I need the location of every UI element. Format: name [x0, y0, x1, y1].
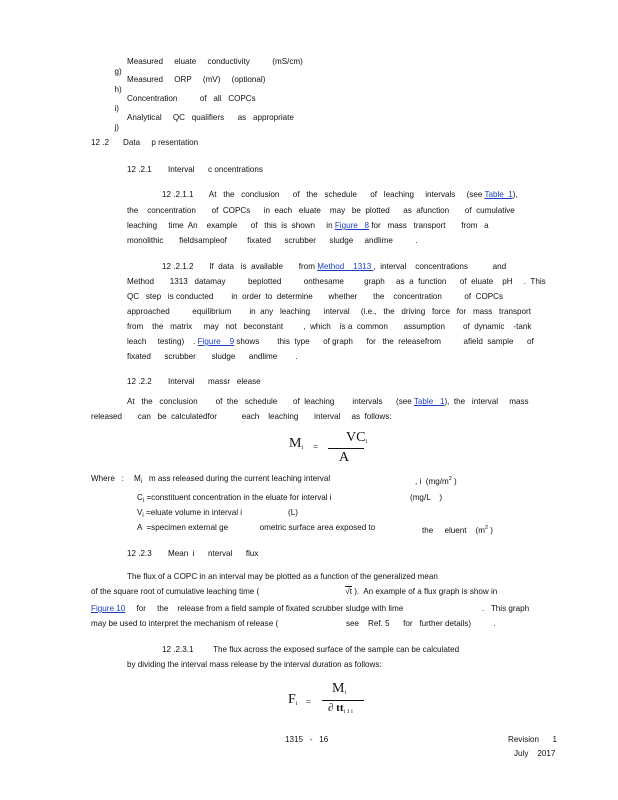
where-c-row — [137, 493, 332, 506]
text-run: leach testing) . — [127, 337, 198, 346]
section-12-2-2-title: Interval massr elease — [168, 377, 261, 386]
text-run: leaching time An example of this is shown in — [127, 221, 335, 230]
subscript: i — [344, 690, 347, 696]
paragraph-12-2-3-1-line2: by dividing the interval mass release by the interval duration as follows: — [127, 660, 382, 669]
paragraph-12-2-1-1-line2: the concentration of COPCs in each eluate may be plotted as afunction of cumulative — [127, 206, 515, 215]
unit: , i (mg/m — [415, 477, 449, 486]
equation-flux-numerator — [332, 681, 346, 697]
paragraph-12-2-1-2-line7: fixated scrubber sludge andlime . — [127, 352, 298, 361]
paragraph-12-2-3-1-line1: The flux across the exposed surface of the sample can be calculated — [213, 645, 460, 654]
section-12-2-number: 12 .2 — [91, 138, 110, 147]
where-label: Where : — [91, 474, 124, 483]
list-item-h — [110, 75, 122, 95]
text-run: for the release from a field sample of fixated scrubber sludge with lime — [125, 604, 404, 613]
symbol-a: A — [137, 523, 142, 532]
text-run: , interval concentrations and — [373, 262, 507, 271]
paragraph-12-2-1-1-line3 — [127, 221, 489, 231]
symbol-m: M — [289, 436, 302, 451]
equation-flux-lhs — [288, 692, 297, 708]
where-m-unit: , i ($mg/m^2$ ) — [415, 476, 457, 486]
list-item-i — [110, 94, 119, 114]
equation-mass-lhs — [289, 436, 303, 452]
equation-flux-denominator — [328, 702, 353, 715]
definition: m ass released during the current leaching interval — [142, 474, 331, 483]
paragraph-12-2-1-2-line1 — [162, 262, 506, 272]
where-v-unit: (L) — [288, 508, 298, 517]
table-1-link[interactable]: Table 1 — [484, 190, 513, 199]
symbol-m: M — [134, 474, 141, 483]
text-run: for mass transport from a — [369, 221, 489, 230]
where-v-row — [137, 508, 242, 521]
footer-date: July 2017 — [514, 749, 556, 758]
figure-10-link[interactable]: Figure 10 — [91, 604, 126, 613]
section-12-2-1-title: Interval c oncentrations — [168, 165, 263, 174]
list-item-j — [110, 113, 119, 133]
equation-mass-denominator: A — [339, 450, 350, 465]
list-text-j: Analytical QC qualifiers as appropriate — [127, 113, 294, 122]
subscript: i 1 i — [343, 709, 353, 715]
definition: =specimen external ge ometric surface area exposed to — [141, 523, 376, 532]
list-text-i: Concentration of all COPCs — [127, 94, 256, 103]
subscript: i — [365, 439, 368, 445]
list-marker: i) — [114, 104, 119, 113]
section-12-2-1-number: 12 .2.1 — [127, 165, 152, 174]
footer-page-number: 1315 - 16 — [285, 735, 329, 744]
list-text-g: Measured eluate conductivity (mS/cm) — [127, 57, 303, 66]
paragraph-12-2-3-line3-end: . This graph — [482, 604, 530, 613]
unit: the eluent (m — [422, 526, 485, 535]
superscript: 2 — [448, 476, 452, 482]
footer-revision: Revision 1 — [508, 735, 558, 744]
text-run: ), — [512, 190, 518, 199]
subscript: i — [142, 513, 144, 519]
paragraph-12-2-1-2-line5: from the matrix may not beconstant , which is a common assumption of dynamic -tank — [127, 322, 532, 331]
where-a-unit: the eluent ($m^2$ ) — [422, 525, 493, 535]
symbol-c: C — [137, 493, 143, 502]
definition: =constituent concentration in the eluate for interval i — [146, 493, 332, 502]
paragraph-12-2-1-1-line1 — [162, 190, 518, 200]
paragraph-12-2-3-line3 — [91, 604, 403, 614]
where-a-row — [137, 523, 375, 533]
method-1313-link[interactable]: Method 1313 — [317, 262, 374, 271]
paragraph-12-2-1-2-line6 — [127, 337, 534, 347]
figure-8-link[interactable]: Figure 8 — [334, 221, 370, 230]
text-run: 12 .2.1.1 At the conclusion of the schedule of leaching intervals (see — [162, 190, 485, 199]
section-12-2-2-number: 12 .2.2 — [127, 377, 152, 386]
symbol-f: F — [288, 692, 296, 707]
where-m-row — [134, 474, 330, 487]
symbol-v: V — [137, 508, 143, 517]
paragraph-12-2-1-2-line4: approached equilibrium in any leaching interval (i.e., the driving force for mass transport — [127, 307, 531, 316]
text-run: shows this type of graph for the releasefrom afield sample of — [234, 337, 534, 346]
numerator: VC — [346, 430, 366, 445]
equation-flux-fraction-bar — [322, 700, 364, 701]
list-text-h: Measured ORP (mV) (optional) — [127, 75, 266, 84]
equation-mass-numerator — [346, 430, 367, 446]
subscript: i — [295, 701, 298, 707]
paragraph-12-2-3-line1: The flux of a COPC in an interval may be plotted as a function of the generalized mean — [127, 572, 438, 581]
paragraph-12-2-3-line4: may be used to interpret the mechanism of release ( — [91, 619, 279, 628]
text-run: At the conclusion of the schedule of leaching intervals (see — [127, 397, 414, 406]
paragraph-12-2-3-1-number: 12 .2.3.1 — [162, 645, 194, 654]
text-run: of the square root of cumulative leaching time ( — [91, 587, 260, 596]
section-12-2-title: Data p resentation — [123, 138, 199, 147]
paragraph-12-2-3-line4-end: see Ref. 5 for further details) . — [346, 619, 496, 628]
equation-mass-equals: = — [313, 442, 319, 452]
equation-mass-fraction-bar — [328, 448, 364, 449]
paragraph-12-2-1-2-line2: Method 1313 datamay beplotted onthesame graph as a function of eluate pH . This — [127, 277, 546, 286]
text-run: ). An example of a flux graph is show in — [351, 587, 498, 596]
text-run: 12 .2.1.2 If data is available from — [162, 262, 318, 271]
text-run: ), the interval mass — [444, 397, 529, 406]
numerator: M — [332, 681, 345, 696]
denominator: ∂ tt — [328, 702, 344, 714]
list-marker: g) — [114, 67, 122, 76]
list-item-g — [110, 57, 122, 77]
text-run: see Ref. 5 for further details) — [346, 619, 472, 628]
where-c-unit: (mg/L ) — [410, 493, 443, 502]
list-marker: j) — [114, 123, 119, 132]
definition: =eluate volume in interval i — [146, 508, 243, 517]
paragraph-12-2-2-line1 — [127, 397, 529, 407]
section-12-2-3-title: Mean i nterval flux — [168, 549, 259, 558]
list-marker: h) — [114, 85, 122, 94]
section-12-2-3-number: 12 .2.3 — [127, 549, 152, 558]
paragraph-12-2-2-line2: released can be calculatedfor each leaching interval as follows: — [91, 412, 392, 421]
table-1-link-2[interactable]: Table 1 — [413, 397, 445, 406]
equation-flux-equals: = — [306, 697, 312, 707]
subscript: i — [301, 445, 304, 451]
paragraph-12-2-1-1-line4: monolithic fieldsampleof fixated scrubber sludge andlime . — [127, 236, 418, 245]
subscript: i — [140, 479, 143, 485]
subscript: i — [142, 498, 145, 504]
sqrt-t: √t — [345, 587, 352, 596]
figure-9-link[interactable]: Figure 9 — [197, 337, 235, 346]
paragraph-12-2-1-2-line3: QC step is conducted in order to determine whether the concentration of COPCs — [127, 292, 504, 301]
paragraph-12-2-3-line2 — [91, 587, 497, 597]
superscript: 2 — [484, 525, 489, 531]
